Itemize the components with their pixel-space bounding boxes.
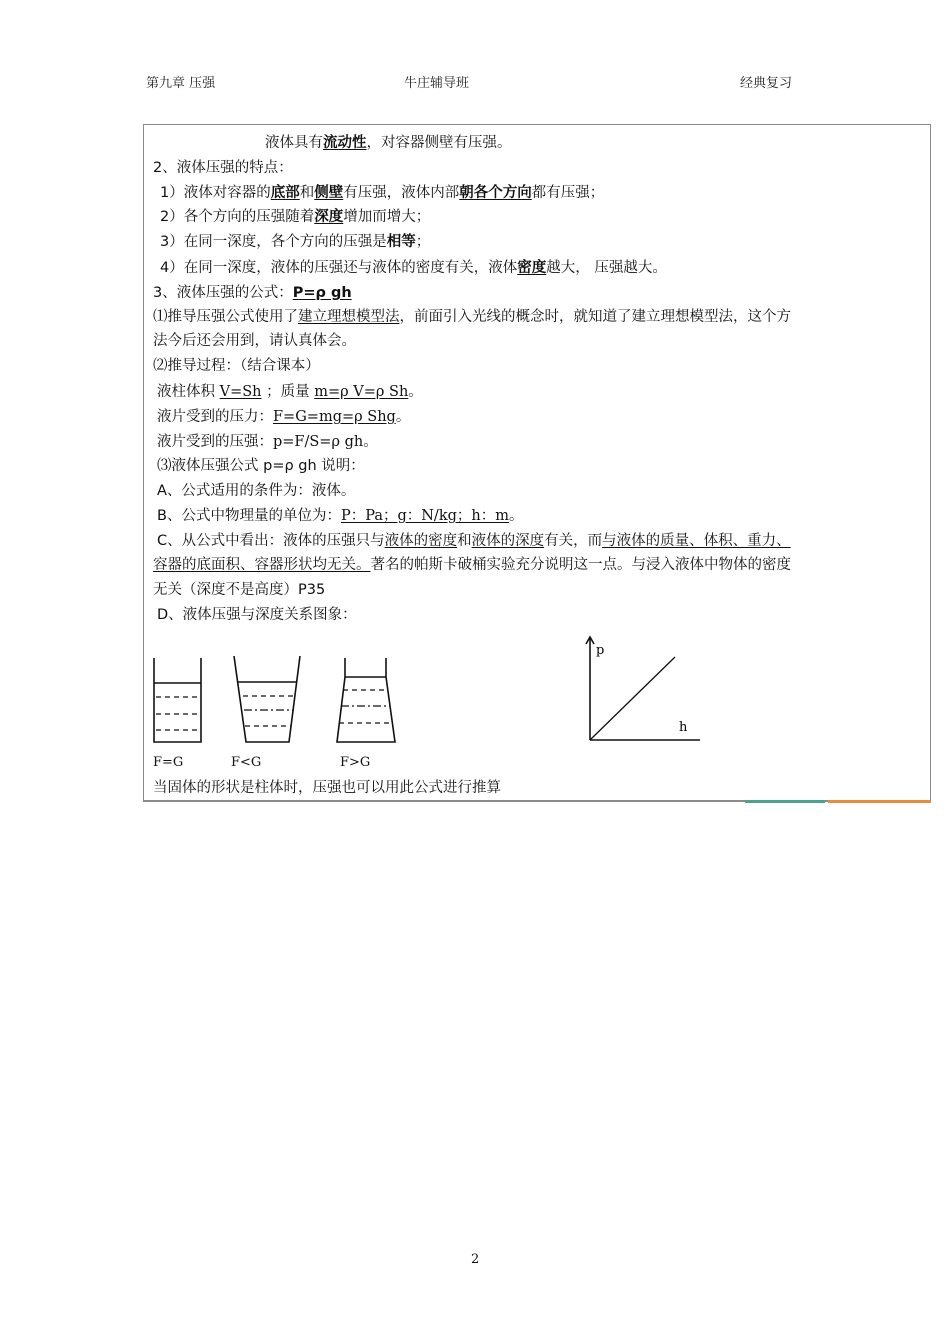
page-number: 2	[471, 1252, 480, 1267]
container-straight-diagram	[154, 658, 201, 742]
text-line-8: ⑴推导压强公式使用了建立理想模型法，前面引入光线的概念时，就知道了建立理想模型法，这个方	[153, 309, 791, 325]
text-line-10: ⑵推导过程：（结合课本）	[153, 358, 320, 374]
text-line-5: 3）在同一深度，各个方向的压强是相等；	[160, 234, 431, 250]
pressure-figure	[143, 630, 743, 755]
accent-bar-orange	[828, 800, 931, 803]
container-2-label: F<G	[231, 755, 262, 770]
container-narrow-top-diagram	[337, 658, 395, 742]
text-line-2: 2、液体压强的特点：	[153, 160, 293, 176]
graph-line	[590, 657, 675, 740]
text-line-15: A、公式适用的条件为：液体。	[157, 483, 356, 499]
text-line-4: 2）各个方向的压强随着深度增加而增大；	[160, 209, 431, 225]
header-class-name: 牛庄辅导班	[404, 76, 470, 91]
text-line-13: 液片受到的压强：p=F/S=ρ gh。	[157, 434, 378, 450]
container-wide-top-diagram	[234, 656, 300, 742]
header-section: 经典复习	[740, 76, 793, 91]
text-line-6: 4）在同一深度，液体的压强还与液体的密度有关，液体密度越大， 压强越大。	[160, 260, 667, 276]
graph-x-label: h	[679, 720, 688, 735]
text-line-21: 当固体的形状是柱体时，压强也可以用此公式进行推算	[153, 780, 501, 796]
text-line-20: D、液体压强与深度关系图象：	[157, 607, 357, 623]
text-line-16: B、公式中物理量的单位为：P：Pa；g：N/kg；h：m。	[157, 508, 524, 524]
text-line-12: 液片受到的压力：F=G=mg=ρ Shg。	[157, 409, 411, 425]
text-line-7: 3、液体压强的公式：P=ρ gh	[153, 285, 352, 301]
text-line-1: 液体具有流动性，对容器侧壁有压强。	[265, 135, 512, 151]
text-line-14: ⑶液体压强公式 p=ρ gh 说明：	[157, 458, 365, 474]
text-line-17: C、从公式中看出：液体的压强只与液体的密度和液体的深度有关，而与液体的质量、体积、重力、	[157, 533, 791, 549]
header-chapter: 第九章 压强	[146, 76, 216, 91]
text-line-3: 1）液体对容器的底部和侧壁有压强，液体内部朝各个方向都有压强；	[160, 185, 605, 201]
text-line-9: 法今后还会用到，请认真体会。	[153, 333, 356, 349]
text-line-11: 液柱体积 V=Sh ；质量 m=ρ V=ρ Sh。	[157, 384, 423, 400]
text-line-19: 无关（深度不是高度）P35	[153, 582, 326, 598]
text-line-18: 容器的底面积、容器形状均无关。著名的帕斯卡破桶实验充分说明这一点。与浸入液体中物体的密度	[153, 557, 791, 573]
graph-y-label: p	[596, 643, 605, 658]
container-1-label: F=G	[153, 755, 184, 770]
accent-bar-green	[745, 800, 825, 803]
container-3-label: F>G	[340, 755, 371, 770]
